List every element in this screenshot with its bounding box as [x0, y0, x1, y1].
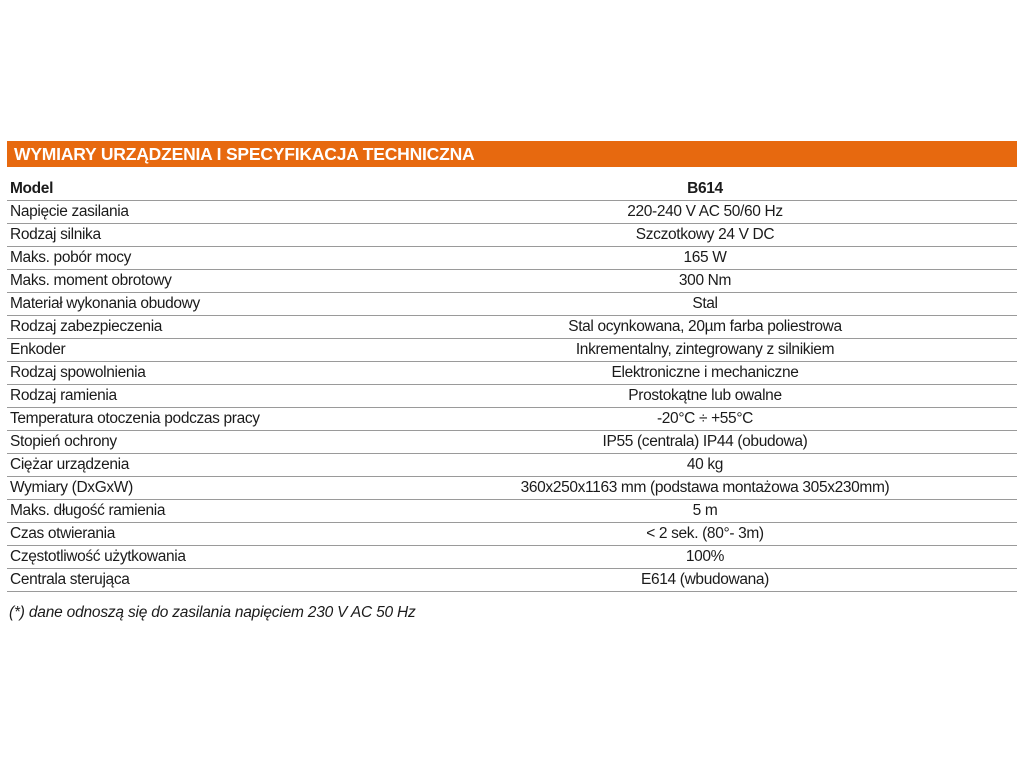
row-label: Stopień ochrony: [10, 433, 117, 450]
footnote: (*) dane odnoszą się do zasilania napięciem 230 V AC 50 Hz: [9, 604, 416, 621]
row-label: Enkoder: [10, 341, 66, 358]
row-value: IP55 (centrala) IP44 (obudowa): [602, 433, 808, 450]
row-label: Maks. długość ramienia: [10, 502, 166, 519]
row-value: Inkrementalny, zintegrowany z silnikiem: [575, 341, 835, 358]
row-value: 5 m: [692, 502, 718, 519]
row-label: Rodzaj zabezpieczenia: [10, 318, 163, 335]
row-value: Stal ocynkowana, 20µm farba poliestrowa: [568, 318, 842, 335]
row-label: Centrala sterująca: [10, 571, 130, 588]
row-value: 220-240 V AC 50/60 Hz: [627, 203, 783, 220]
section-title-bar: [7, 141, 1017, 167]
table-row: [7, 408, 1017, 431]
row-value: Elektroniczne i mechaniczne: [611, 364, 799, 381]
table-row: [7, 454, 1017, 477]
row-label: Maks. pobór mocy: [10, 249, 132, 266]
row-value: -20°C ÷ +55°C: [656, 410, 754, 427]
table-row: [7, 362, 1017, 385]
row-value: 165 W: [683, 249, 727, 266]
row-value: Szczotkowy 24 V DC: [635, 226, 775, 243]
table-row: [7, 500, 1017, 523]
row-value: 40 kg: [686, 456, 724, 473]
table-row: [7, 339, 1017, 362]
table-row: [7, 569, 1017, 592]
spec-table: [7, 178, 1017, 592]
row-label: Rodzaj spowolnienia: [10, 364, 146, 381]
row-value: < 2 sek. (80°- 3m): [646, 525, 764, 542]
row-value: E614 (wbudowana): [641, 571, 769, 588]
row-label: Czas otwierania: [10, 525, 116, 542]
row-label: Model: [10, 180, 54, 197]
spec-section: [7, 141, 1017, 592]
row-label: Rodzaj ramienia: [10, 387, 117, 404]
section-title: WYMIARY URZĄDZENIA I SPECYFIKACJA TECHNICZNA: [14, 144, 475, 164]
row-label: Materiał wykonania obudowy: [10, 295, 200, 312]
table-row: [7, 523, 1017, 546]
table-row: [7, 431, 1017, 454]
table-row: [7, 385, 1017, 408]
table-row: [7, 224, 1017, 247]
row-label: Rodzaj silnika: [10, 226, 101, 243]
table-row: [7, 178, 1017, 201]
row-value: 300 Nm: [678, 272, 732, 289]
table-row: [7, 270, 1017, 293]
table-row: [7, 201, 1017, 224]
row-value: 360x250x1163 mm (podstawa montażowa 305x230mm): [520, 479, 890, 496]
table-row: [7, 247, 1017, 270]
row-label: Częstotliwość użytkowania: [10, 548, 186, 565]
table-row: [7, 316, 1017, 339]
row-value: Prostokątne lub owalne: [628, 387, 782, 404]
table-row: [7, 546, 1017, 569]
table-row: [7, 477, 1017, 500]
table-row: [7, 293, 1017, 316]
row-label: Ciężar urządzenia: [10, 456, 129, 473]
row-label: Napięcie zasilania: [10, 203, 129, 220]
row-label: Temperatura otoczenia podczas pracy: [10, 410, 260, 427]
row-label: Maks. moment obrotowy: [10, 272, 172, 289]
row-value: Stal: [692, 295, 718, 312]
row-value: 100%: [685, 548, 725, 565]
row-value: B614: [687, 180, 723, 197]
row-label: Wymiary (DxGxW): [10, 479, 133, 496]
